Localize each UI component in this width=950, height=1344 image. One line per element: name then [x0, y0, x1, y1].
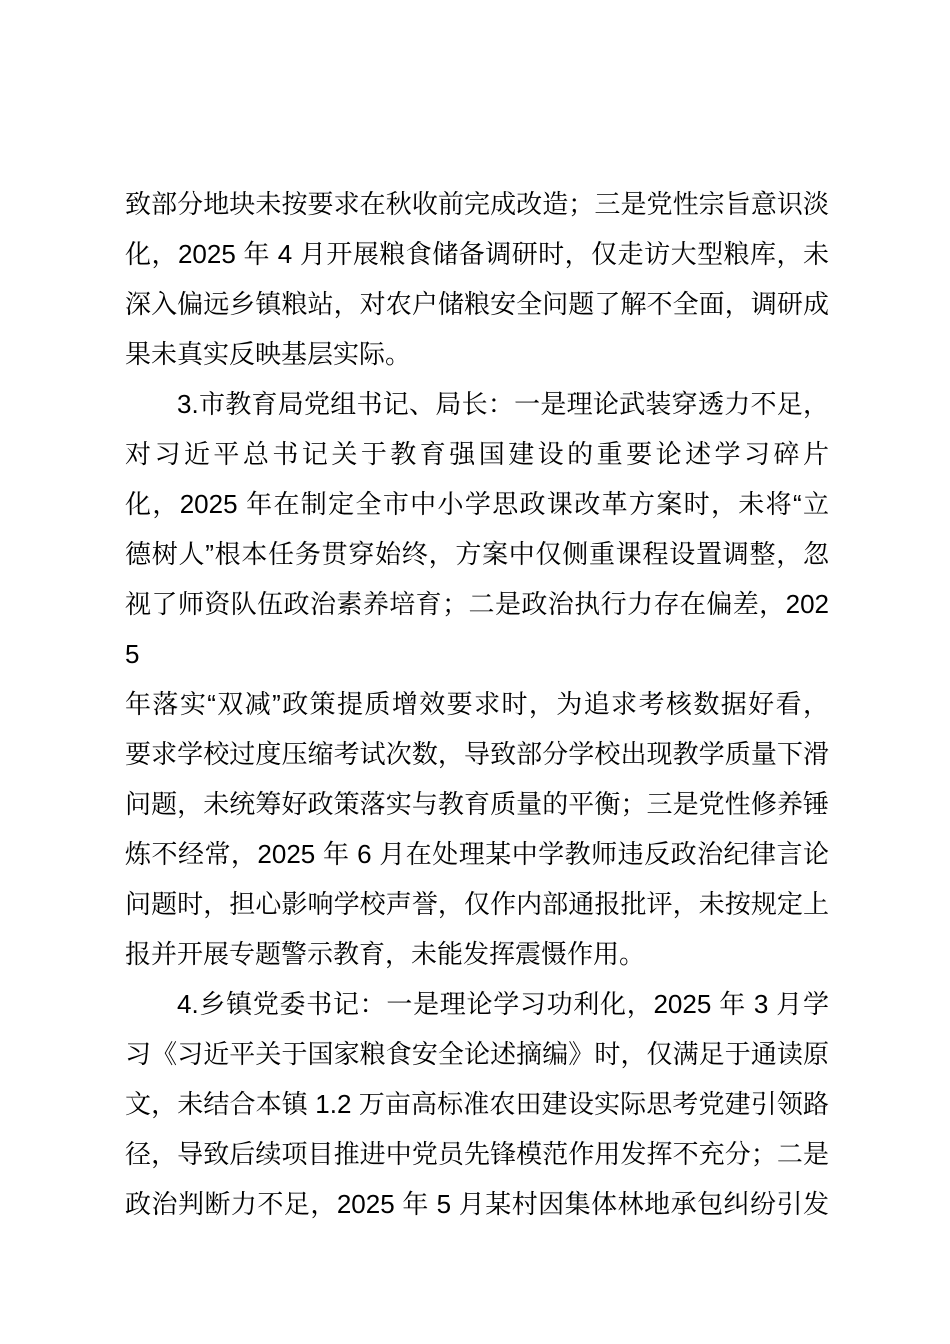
text-line: 3.市教育局党组书记、局长：一是理论武装穿透力不足， — [177, 389, 829, 419]
paragraph — [125, 179, 829, 379]
text-line: 报并开展专题警示教育，未能发挥震慑作用。 — [125, 939, 646, 969]
text-line: 文，未结合本镇 1.2 万亩高标准农田建设实际思考党建引领路 — [125, 1089, 829, 1119]
text-line: 果未真实反映基层实际。 — [125, 339, 412, 369]
text-line: 化，2025 年在制定全市中小学思政课改革方案时，未将“立 — [125, 489, 829, 519]
text-line: 习《习近平关于国家粮食安全论述摘编》时，仅满足于通读原 — [125, 1039, 829, 1069]
text-line: 年落实“双减”政策提质增效要求时，为追求考核数据好看， — [125, 689, 829, 719]
text-line: 政治判断力不足，2025 年 5 月某村因集体林地承包纠纷引发 — [125, 1189, 829, 1219]
document-body — [125, 179, 829, 1229]
text-line: 问题，未统筹好政策落实与教育质量的平衡；三是党性修养锤 — [125, 789, 829, 819]
text-line: 深入偏远乡镇粮站，对农户储粮安全问题了解不全面，调研成 — [125, 289, 829, 319]
text-line: 对习近平总书记关于教育强国建设的重要论述学习碎片 — [125, 439, 829, 469]
text-line: 径，导致后续项目推进中党员先锋模范作用发挥不充分；二是 — [125, 1139, 829, 1169]
text-line: 视了师资队伍政治素养培育；二是政治执行力存在偏差，2025 — [125, 589, 829, 669]
text-line: 致部分地块未按要求在秋收前完成改造；三是党性宗旨意识淡 — [125, 189, 829, 219]
text-line: 化，2025 年 4 月开展粮食储备调研时，仅走访大型粮库，未 — [125, 239, 829, 269]
text-line: 德树人”根本任务贯穿始终，方案中仅侧重课程设置调整，忽 — [125, 539, 829, 569]
text-line: 4.乡镇党委书记：一是理论学习功利化，2025 年 3 月学 — [177, 989, 829, 1019]
text-line: 要求学校过度压缩考试次数，导致部分学校出现教学质量下滑 — [125, 739, 829, 769]
paragraph — [125, 979, 829, 1229]
paragraph — [125, 379, 829, 979]
text-line: 炼不经常，2025 年 6 月在处理某中学教师违反政治纪律言论 — [125, 839, 829, 869]
text-line: 问题时，担心影响学校声誉，仅作内部通报批评，未按规定上 — [125, 889, 829, 919]
